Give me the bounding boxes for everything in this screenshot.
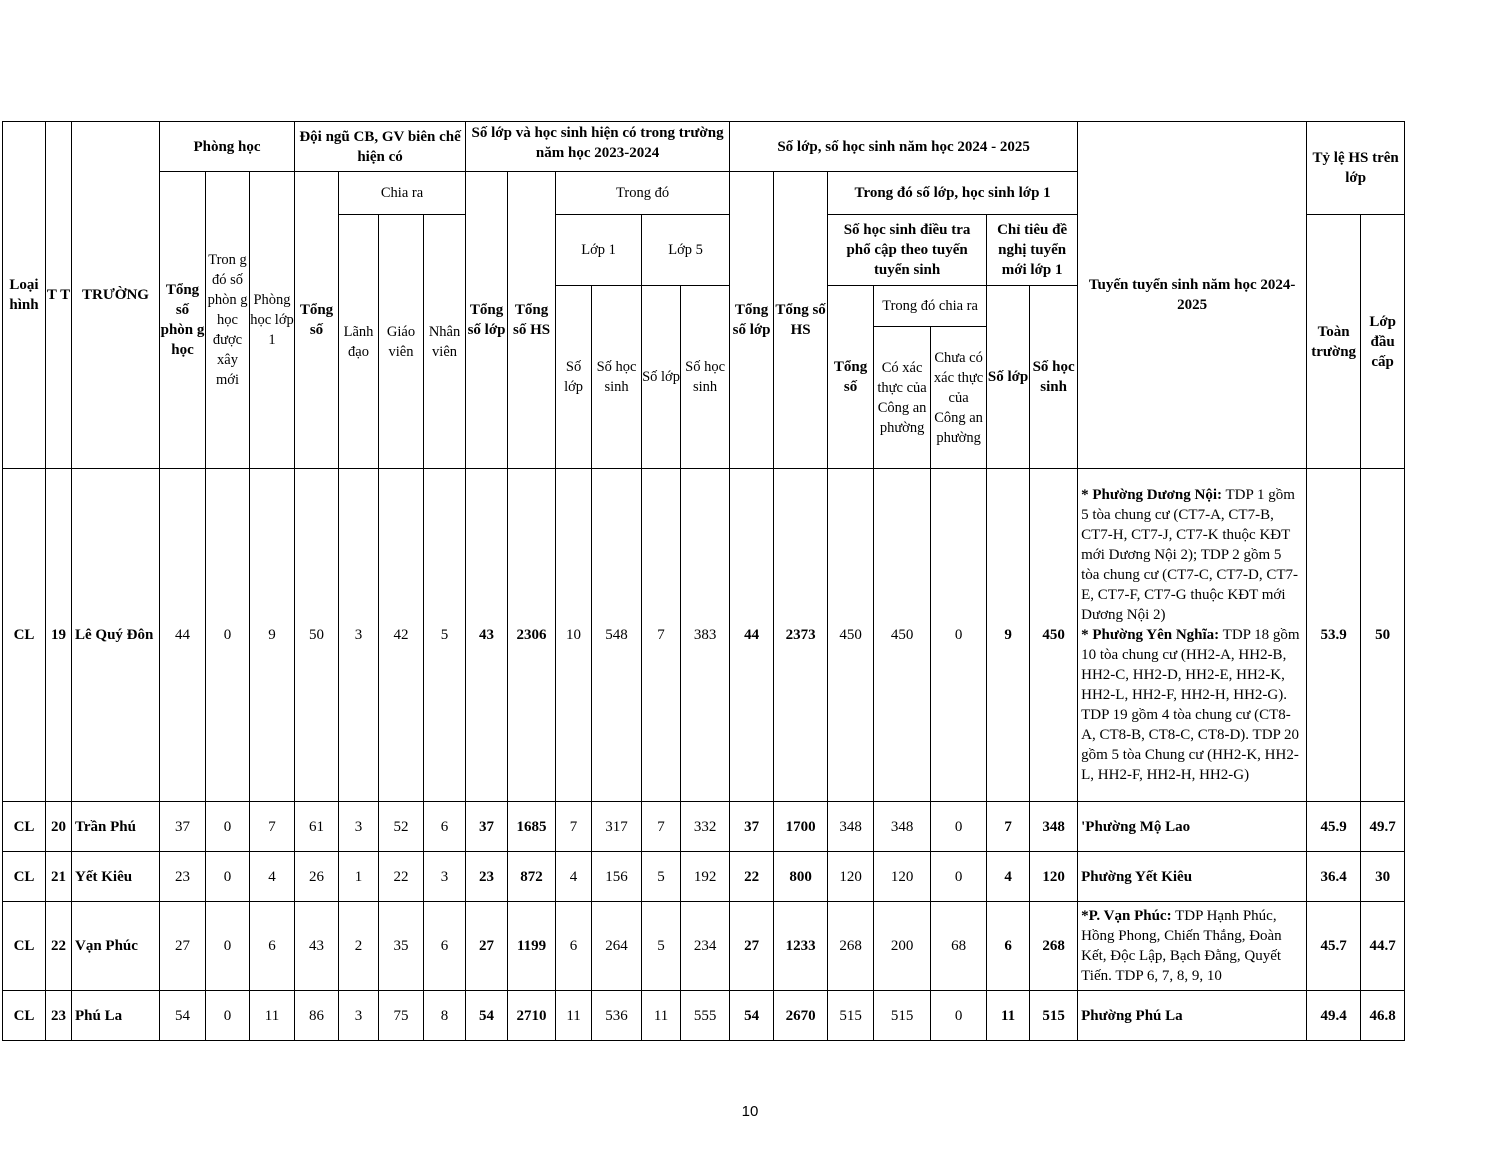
cell-chua-xac-thuc: 0 (931, 852, 987, 902)
cell-tong-so-cb: 43 (295, 902, 339, 991)
header-xay-moi: Tron g đó số phòn g học được xây mới (206, 172, 250, 469)
header-hien-co (466, 122, 730, 172)
cell-tt: 20 (46, 802, 72, 852)
cell-lanh-dao: 1 (339, 852, 379, 902)
header-tong-so-cb: Tổng số (295, 172, 339, 469)
cell-truong: Lê Quý Đôn (72, 469, 160, 802)
cell-co-xac-thuc: 120 (874, 852, 931, 902)
cell-ty-le-toan: 45.9 (1307, 802, 1361, 852)
cell-tong-hs-2324: 1199 (508, 902, 556, 991)
header-giao-vien: Giáo viên (379, 215, 424, 469)
cell-tuyen (1078, 802, 1307, 852)
cell-lop1-so-lop: 7 (556, 802, 592, 852)
table-row (3, 852, 1405, 902)
cell-lop1-hs: 317 (592, 802, 642, 852)
cell-chua-xac-thuc: 0 (931, 991, 987, 1041)
cell-co-xac-thuc: 348 (874, 802, 931, 852)
cell-ty-le-toan: 36.4 (1307, 852, 1361, 902)
tuyen-segment (1081, 485, 1303, 625)
cell-phong-lop1: 4 (250, 852, 295, 902)
cell-tong-hs-2425: 1233 (774, 902, 828, 991)
cell-nhan-vien: 6 (424, 902, 466, 991)
header-lop5-so-lop: Số lớp (642, 286, 681, 469)
cell-tong-hs-2425: 2373 (774, 469, 828, 802)
cell-chi-tieu-hs: 268 (1030, 902, 1078, 991)
cell-tt: 22 (46, 902, 72, 991)
header-trong-do-chia-ra: Trong đó chia ra (874, 286, 987, 327)
header-chi-tieu: Chỉ tiêu đề nghị tuyển mới lớp 1 (987, 215, 1078, 286)
page-number: 10 (741, 1103, 759, 1120)
cell-lop1-hs: 156 (592, 852, 642, 902)
cell-loai-hinh: CL (3, 991, 46, 1041)
tuyen-ward: Phường Phú La (1081, 1007, 1183, 1024)
cell-xay-moi: 0 (206, 902, 250, 991)
cell-xay-moi: 0 (206, 469, 250, 802)
cell-ty-le-dau: 49.7 (1361, 802, 1405, 852)
cell-lop1-so-lop: 4 (556, 852, 592, 902)
cell-truong: Yết Kiêu (72, 852, 160, 902)
cell-chi-tieu-lop: 4 (987, 852, 1030, 902)
cell-tong-lop-2324: 27 (466, 902, 508, 991)
cell-loai-hinh: CL (3, 852, 46, 902)
cell-tong-lop-2324: 43 (466, 469, 508, 802)
header-phong-hoc: Phòng học (160, 122, 295, 172)
cell-lop1-hs: 548 (592, 469, 642, 802)
cell-lop5-hs: 192 (681, 852, 730, 902)
cell-lop5-so-lop: 11 (642, 991, 681, 1041)
cell-tong-lop-2425: 54 (730, 991, 774, 1041)
cell-phong-lop1: 6 (250, 902, 295, 991)
cell-chi-tieu-hs: 450 (1030, 469, 1078, 802)
header-tong-so-phong-hoc: Tổng số phòn g học (160, 172, 206, 469)
cell-tong-so-cb: 61 (295, 802, 339, 852)
header-chi-tieu-so-hs: Số học sinh (1030, 286, 1078, 469)
header-phong-lop1: Phòng học lớp 1 (250, 172, 295, 469)
cell-tong-hs-2425: 800 (774, 852, 828, 902)
cell-tong-hs-2324: 1685 (508, 802, 556, 852)
header-loai-hinh: Loại hình (3, 122, 46, 469)
cell-lop5-hs: 383 (681, 469, 730, 802)
tuyen-segment (1081, 817, 1303, 837)
table-row (3, 469, 1405, 802)
cell-nhan-vien: 8 (424, 991, 466, 1041)
tuyen-detail: TDP 18 gồm 10 tòa chung cư (HH2-A, HH2-B, HH2-C, HH2-D, HH2-E, HH2-K, HH2-L, HH2-F, HH2-H, HH2-G). TDP 19 gồm 4 tòa chung cư (CT8-A, CT8-B, CT8-C, CT8-D). TDP 20 gồm 5 tòa Chung cư (HH2-K, HH2-L, HH2-F, HH2-H, HH2-G) (1081, 627, 1300, 783)
cell-co-xac-thuc: 515 (874, 991, 931, 1041)
cell-tong-phong: 23 (160, 852, 206, 902)
header-truong: TRƯỜNG (72, 122, 160, 469)
cell-tong-hs-2324: 2306 (508, 469, 556, 802)
cell-nhan-vien: 5 (424, 469, 466, 802)
cell-tong-hs-2324: 2710 (508, 991, 556, 1041)
cell-loai-hinh: CL (3, 469, 46, 802)
cell-tuyen (1078, 852, 1307, 902)
cell-giao-vien: 42 (379, 469, 424, 802)
tuyen-segment (1081, 867, 1303, 887)
cell-ty-le-dau: 50 (1361, 469, 1405, 802)
cell-xay-moi: 0 (206, 852, 250, 902)
cell-tuyen (1078, 902, 1307, 991)
tuyen-ward: * Phường Yên Nghĩa: (1081, 627, 1220, 643)
cell-co-xac-thuc: 200 (874, 902, 931, 991)
cell-tong-dieu-tra: 348 (828, 802, 874, 852)
cell-lop5-so-lop: 5 (642, 902, 681, 991)
cell-lop1-hs: 264 (592, 902, 642, 991)
tuyen-ward: Phường Yết Kiêu (1081, 868, 1193, 885)
cell-lanh-dao: 3 (339, 469, 379, 802)
tuyen-detail: TDP 1 gồm 5 tòa chung cư (CT7-A, CT7-B, CT7-H, CT7-J, CT7-K thuộc KĐT mới Dương Nội 2); TDP 2 gồm 5 tòa chung cư (CT7-C, CT7-D, CT7-E, CT7-F, CT7-G thuộc KĐT mới Dương Nội 2) (1081, 487, 1298, 623)
table-row (3, 991, 1405, 1041)
cell-chua-xac-thuc: 0 (931, 802, 987, 852)
header-chia-ra: Chia ra (339, 172, 466, 215)
cell-lanh-dao: 2 (339, 902, 379, 991)
tuyen-segment (1081, 906, 1303, 986)
header-tt: T T (46, 122, 72, 469)
cell-chua-xac-thuc: 68 (931, 902, 987, 991)
cell-tong-lop-2324: 37 (466, 802, 508, 852)
cell-nhan-vien: 6 (424, 802, 466, 852)
header-tong-so-lop-2425: Tổng số lớp (730, 172, 774, 469)
cell-tong-lop-2324: 23 (466, 852, 508, 902)
cell-tong-dieu-tra: 515 (828, 991, 874, 1041)
cell-tuyen (1078, 991, 1307, 1041)
cell-xay-moi: 0 (206, 802, 250, 852)
cell-lop1-so-lop: 11 (556, 991, 592, 1041)
cell-lanh-dao: 3 (339, 991, 379, 1041)
cell-giao-vien: 22 (379, 852, 424, 902)
header-lop5-so-hs: Số học sinh (681, 286, 730, 469)
cell-ty-le-toan: 49.4 (1307, 991, 1361, 1041)
cell-chi-tieu-lop: 6 (987, 902, 1030, 991)
cell-giao-vien: 75 (379, 991, 424, 1041)
cell-tong-phong: 37 (160, 802, 206, 852)
cell-chua-xac-thuc: 0 (931, 469, 987, 802)
cell-tt: 23 (46, 991, 72, 1041)
header-chua-xac-thuc: Chưa có xác thực của Công an phường (931, 327, 987, 469)
header-2024: Số lớp, số học sinh năm học 2024 - 2025 (730, 122, 1078, 172)
cell-tong-hs-2425: 1700 (774, 802, 828, 852)
header-lop1-so-lop: Số lớp (556, 286, 592, 469)
cell-chi-tieu-lop: 11 (987, 991, 1030, 1041)
cell-ty-le-dau: 44.7 (1361, 902, 1405, 991)
header-trong-do-lop1: Trong đó số lớp, học sinh lớp 1 (828, 172, 1078, 215)
cell-lop5-so-lop: 7 (642, 802, 681, 852)
cell-phong-lop1: 7 (250, 802, 295, 852)
cell-lanh-dao: 3 (339, 802, 379, 852)
cell-lop5-so-lop: 5 (642, 852, 681, 902)
cell-lop5-hs: 234 (681, 902, 730, 991)
header-dieu-tra: Số học sinh điều tra phổ cập theo tuyến tuyển sinh (828, 215, 987, 286)
header-tong-dieu-tra: Tổng số (828, 286, 874, 469)
cell-ty-le-dau: 46.8 (1361, 991, 1405, 1041)
cell-tong-lop-2425: 37 (730, 802, 774, 852)
cell-giao-vien: 35 (379, 902, 424, 991)
header-lop-dau-cap: Lớp đầu cấp (1361, 215, 1405, 469)
table-row (3, 902, 1405, 991)
cell-tong-phong: 44 (160, 469, 206, 802)
cell-chi-tieu-lop: 7 (987, 802, 1030, 852)
header-lop5: Lớp 5 (642, 215, 730, 286)
header-ty-le: Tỷ lệ HS trên lớp (1307, 122, 1405, 215)
cell-lop1-so-lop: 10 (556, 469, 592, 802)
cell-tong-dieu-tra: 450 (828, 469, 874, 802)
header-toan-truong: Toàn trường (1307, 215, 1361, 469)
cell-tong-hs-2324: 872 (508, 852, 556, 902)
header-lop1-so-hs: Số học sinh (592, 286, 642, 469)
cell-tong-hs-2425: 2670 (774, 991, 828, 1041)
header-tong-so-hs-2425: Tổng số HS (774, 172, 828, 469)
enrollment-table (2, 121, 1405, 1041)
tuyen-ward: 'Phường Mộ Lao (1081, 818, 1191, 835)
header-tong-so-hs-2324: Tổng số HS (508, 172, 556, 469)
cell-tong-phong: 54 (160, 991, 206, 1041)
cell-chi-tieu-hs: 348 (1030, 802, 1078, 852)
cell-tong-phong: 27 (160, 902, 206, 991)
cell-phong-lop1: 11 (250, 991, 295, 1041)
cell-tong-lop-2425: 44 (730, 469, 774, 802)
cell-ty-le-toan: 45.7 (1307, 902, 1361, 991)
cell-chi-tieu-hs: 120 (1030, 852, 1078, 902)
tuyen-ward: * Phường Dương Nội: (1081, 487, 1223, 503)
header-doi-ngu: Đội ngũ CB, GV biên chế hiện có (295, 122, 466, 172)
cell-lop5-so-lop: 7 (642, 469, 681, 802)
cell-co-xac-thuc: 450 (874, 469, 931, 802)
cell-tong-lop-2425: 27 (730, 902, 774, 991)
cell-tong-so-cb: 86 (295, 991, 339, 1041)
header-tong-so-lop-2324: Tổng số lớp (466, 172, 508, 469)
cell-truong: Vạn Phúc (72, 902, 160, 991)
cell-tong-dieu-tra: 120 (828, 852, 874, 902)
header-hien-co-text: Số lớp và học sinh hiện có trong trường năm học 2023-2024 (471, 124, 724, 161)
cell-tt: 19 (46, 469, 72, 802)
cell-loai-hinh: CL (3, 902, 46, 991)
cell-tong-so-cb: 26 (295, 852, 339, 902)
tuyen-segment (1081, 625, 1303, 785)
cell-truong: Trần Phú (72, 802, 160, 852)
cell-lop5-hs: 332 (681, 802, 730, 852)
table-row (3, 802, 1405, 852)
cell-ty-le-dau: 30 (1361, 852, 1405, 902)
cell-tt: 21 (46, 852, 72, 902)
cell-nhan-vien: 3 (424, 852, 466, 902)
header-lop1: Lớp 1 (556, 215, 642, 286)
cell-lop1-hs: 536 (592, 991, 642, 1041)
cell-giao-vien: 52 (379, 802, 424, 852)
cell-truong: Phú La (72, 991, 160, 1041)
cell-ty-le-toan: 53.9 (1307, 469, 1361, 802)
cell-tong-so-cb: 50 (295, 469, 339, 802)
cell-loai-hinh: CL (3, 802, 46, 852)
cell-chi-tieu-hs: 515 (1030, 991, 1078, 1041)
cell-lop5-hs: 555 (681, 991, 730, 1041)
header-lanh-dao: Lãnh đạo (339, 215, 379, 469)
tuyen-ward: *P. Vạn Phúc: (1081, 908, 1172, 924)
tuyen-detail: TDP Hạnh Phúc, Hồng Phong, Chiến Thắng, Đoàn Kết, Độc Lập, Bạch Đằng, Quyết Tiến. TDP 6, 7, 8, 9, 10 (1081, 908, 1282, 984)
cell-phong-lop1: 9 (250, 469, 295, 802)
header-chi-tieu-so-lop: Số lớp (987, 286, 1030, 469)
header-trong-do: Trong đó (556, 172, 730, 215)
tuyen-segment (1081, 1006, 1303, 1026)
cell-tong-dieu-tra: 268 (828, 902, 874, 991)
cell-tong-lop-2425: 22 (730, 852, 774, 902)
cell-tong-lop-2324: 54 (466, 991, 508, 1041)
cell-lop1-so-lop: 6 (556, 902, 592, 991)
cell-tuyen (1078, 469, 1307, 802)
cell-xay-moi: 0 (206, 991, 250, 1041)
cell-chi-tieu-lop: 9 (987, 469, 1030, 802)
header-tuyen: Tuyến tuyển sinh năm học 2024-2025 (1078, 122, 1307, 469)
header-co-xac-thuc: Có xác thực của Công an phường (874, 327, 931, 469)
header-nhan-vien: Nhân viên (424, 215, 466, 469)
